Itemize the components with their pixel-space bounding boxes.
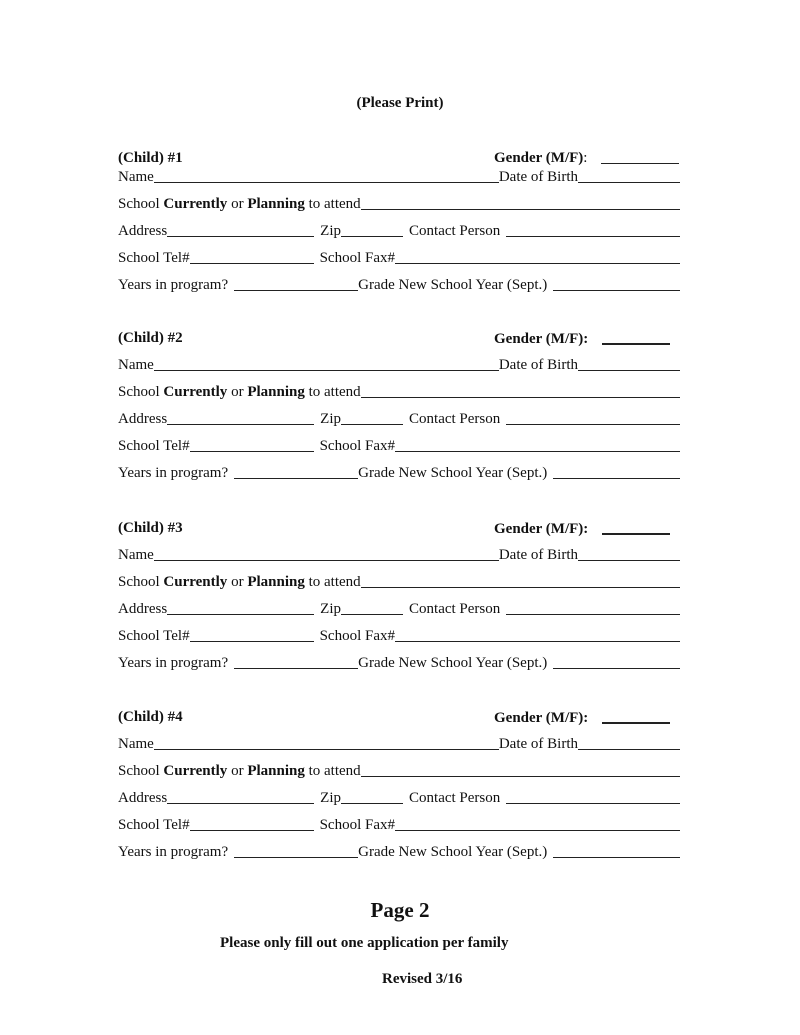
name-field[interactable] xyxy=(154,546,499,561)
years-field[interactable] xyxy=(234,654,358,669)
school-fax-field[interactable] xyxy=(395,437,680,452)
years-field[interactable] xyxy=(234,464,358,479)
child-title: (Child) #4 xyxy=(118,709,183,725)
gender-group xyxy=(494,519,670,538)
years-grade-row xyxy=(118,843,680,861)
gender-group xyxy=(494,149,679,167)
zip-label: Zip xyxy=(320,601,342,617)
contact-person-label: Contact Person xyxy=(409,601,501,617)
name-field[interactable] xyxy=(154,735,499,750)
grade-field[interactable] xyxy=(553,464,680,479)
contact-person-field[interactable] xyxy=(506,410,680,425)
one-application-note: Please only fill out one application per family xyxy=(220,935,509,951)
name-label: Name xyxy=(118,547,154,563)
gender-field[interactable] xyxy=(602,519,670,535)
years-grade-row xyxy=(118,654,680,672)
address-field[interactable] xyxy=(167,222,314,237)
page-number: Page 2 xyxy=(370,898,430,922)
dob-label: Date of Birth xyxy=(498,169,578,185)
gender-label: Gender (M/F): xyxy=(494,710,589,726)
contact-person-label: Contact Person xyxy=(409,411,501,427)
school-field[interactable] xyxy=(361,195,680,210)
child-title: (Child) #2 xyxy=(118,330,183,346)
grade-field[interactable] xyxy=(553,843,680,858)
name-row xyxy=(118,168,680,186)
dob-label: Date of Birth xyxy=(498,547,578,563)
name-field[interactable] xyxy=(154,356,499,371)
grade-field[interactable] xyxy=(553,654,680,669)
school-fax-label: School Fax# xyxy=(319,250,396,266)
child-title: (Child) #3 xyxy=(118,520,183,536)
gender-label: Gender (M/F): xyxy=(494,521,589,537)
contact-person-field[interactable] xyxy=(506,600,680,615)
zip-field[interactable] xyxy=(341,222,403,237)
gender-field[interactable] xyxy=(602,329,670,345)
grade-label: Grade New School Year (Sept.) xyxy=(358,844,548,860)
revised-date: Revised 3/16 xyxy=(382,971,463,987)
dob-field[interactable] xyxy=(578,168,680,183)
zip-field[interactable] xyxy=(341,789,403,804)
school-field[interactable] xyxy=(361,762,680,777)
gender-label: Gender (M/F): xyxy=(494,331,589,347)
tel-fax-row xyxy=(118,816,680,834)
school-tel-label: School Tel# xyxy=(118,250,190,266)
address-label: Address xyxy=(118,601,168,617)
gender-group xyxy=(494,329,670,348)
grade-label: Grade New School Year (Sept.) xyxy=(358,655,548,671)
address-row xyxy=(118,600,680,618)
gender-field[interactable] xyxy=(601,149,679,164)
contact-person-field[interactable] xyxy=(506,789,680,804)
school-fax-field[interactable] xyxy=(395,249,680,264)
years-label: Years in program? xyxy=(118,465,229,481)
zip-label: Zip xyxy=(320,223,342,239)
school-row xyxy=(118,383,680,401)
name-row xyxy=(118,356,680,374)
years-label: Years in program? xyxy=(118,655,229,671)
address-field[interactable] xyxy=(167,789,314,804)
zip-field[interactable] xyxy=(341,410,403,425)
address-label: Address xyxy=(118,790,168,806)
school-tel-field[interactable] xyxy=(190,816,314,831)
gender-colon: : xyxy=(583,150,588,166)
address-row xyxy=(118,410,680,428)
address-field[interactable] xyxy=(167,600,314,615)
contact-person-field[interactable] xyxy=(506,222,680,237)
school-fax-field[interactable] xyxy=(395,627,680,642)
years-grade-row xyxy=(118,276,680,294)
name-label: Name xyxy=(118,357,154,373)
school-field[interactable] xyxy=(361,573,680,588)
tel-fax-row xyxy=(118,249,680,267)
address-row xyxy=(118,789,680,807)
grade-label: Grade New School Year (Sept.) xyxy=(358,277,548,293)
school-tel-field[interactable] xyxy=(190,627,314,642)
gender-group xyxy=(494,708,670,727)
dob-field[interactable] xyxy=(578,735,680,750)
contact-person-label: Contact Person xyxy=(409,790,501,806)
name-label: Name xyxy=(118,169,154,185)
name-field[interactable] xyxy=(154,168,499,183)
tel-fax-row xyxy=(118,437,680,455)
school-label: School Currently or Planning to attend xyxy=(118,384,361,400)
school-label: School Currently or Planning to attend xyxy=(118,763,361,779)
address-row xyxy=(118,222,680,240)
school-label: School Currently or Planning to attend xyxy=(118,196,361,212)
dob-field[interactable] xyxy=(578,356,680,371)
school-tel-field[interactable] xyxy=(190,249,314,264)
dob-field[interactable] xyxy=(578,546,680,561)
years-field[interactable] xyxy=(234,276,358,291)
grade-label: Grade New School Year (Sept.) xyxy=(358,465,548,481)
school-row xyxy=(118,195,680,213)
dob-label: Date of Birth xyxy=(498,357,578,373)
address-label: Address xyxy=(118,411,168,427)
school-tel-label: School Tel# xyxy=(118,628,190,644)
years-label: Years in program? xyxy=(118,277,229,293)
school-tel-field[interactable] xyxy=(190,437,314,452)
years-grade-row xyxy=(118,464,680,482)
address-label: Address xyxy=(118,223,168,239)
school-tel-label: School Tel# xyxy=(118,817,190,833)
zip-label: Zip xyxy=(320,411,342,427)
school-label: School Currently or Planning to attend xyxy=(118,574,361,590)
address-field[interactable] xyxy=(167,410,314,425)
school-fax-label: School Fax# xyxy=(319,628,396,644)
grade-field[interactable] xyxy=(553,276,680,291)
zip-field[interactable] xyxy=(341,600,403,615)
school-tel-label: School Tel# xyxy=(118,438,190,454)
school-row xyxy=(118,762,680,780)
years-field[interactable] xyxy=(234,843,358,858)
school-field[interactable] xyxy=(361,383,680,398)
school-fax-field[interactable] xyxy=(395,816,680,831)
tel-fax-row xyxy=(118,627,680,645)
years-label: Years in program? xyxy=(118,844,229,860)
child-title: (Child) #1 xyxy=(118,150,183,166)
gender-field[interactable] xyxy=(602,708,670,724)
contact-person-label: Contact Person xyxy=(409,223,501,239)
school-fax-label: School Fax# xyxy=(319,817,396,833)
name-row xyxy=(118,735,680,753)
dob-label: Date of Birth xyxy=(498,736,578,752)
school-row xyxy=(118,573,680,591)
name-row xyxy=(118,546,680,564)
please-print-instruction: (Please Print) xyxy=(356,95,444,111)
school-fax-label: School Fax# xyxy=(319,438,396,454)
gender-label: Gender (M/F) xyxy=(494,150,584,166)
name-label: Name xyxy=(118,736,154,752)
zip-label: Zip xyxy=(320,790,342,806)
